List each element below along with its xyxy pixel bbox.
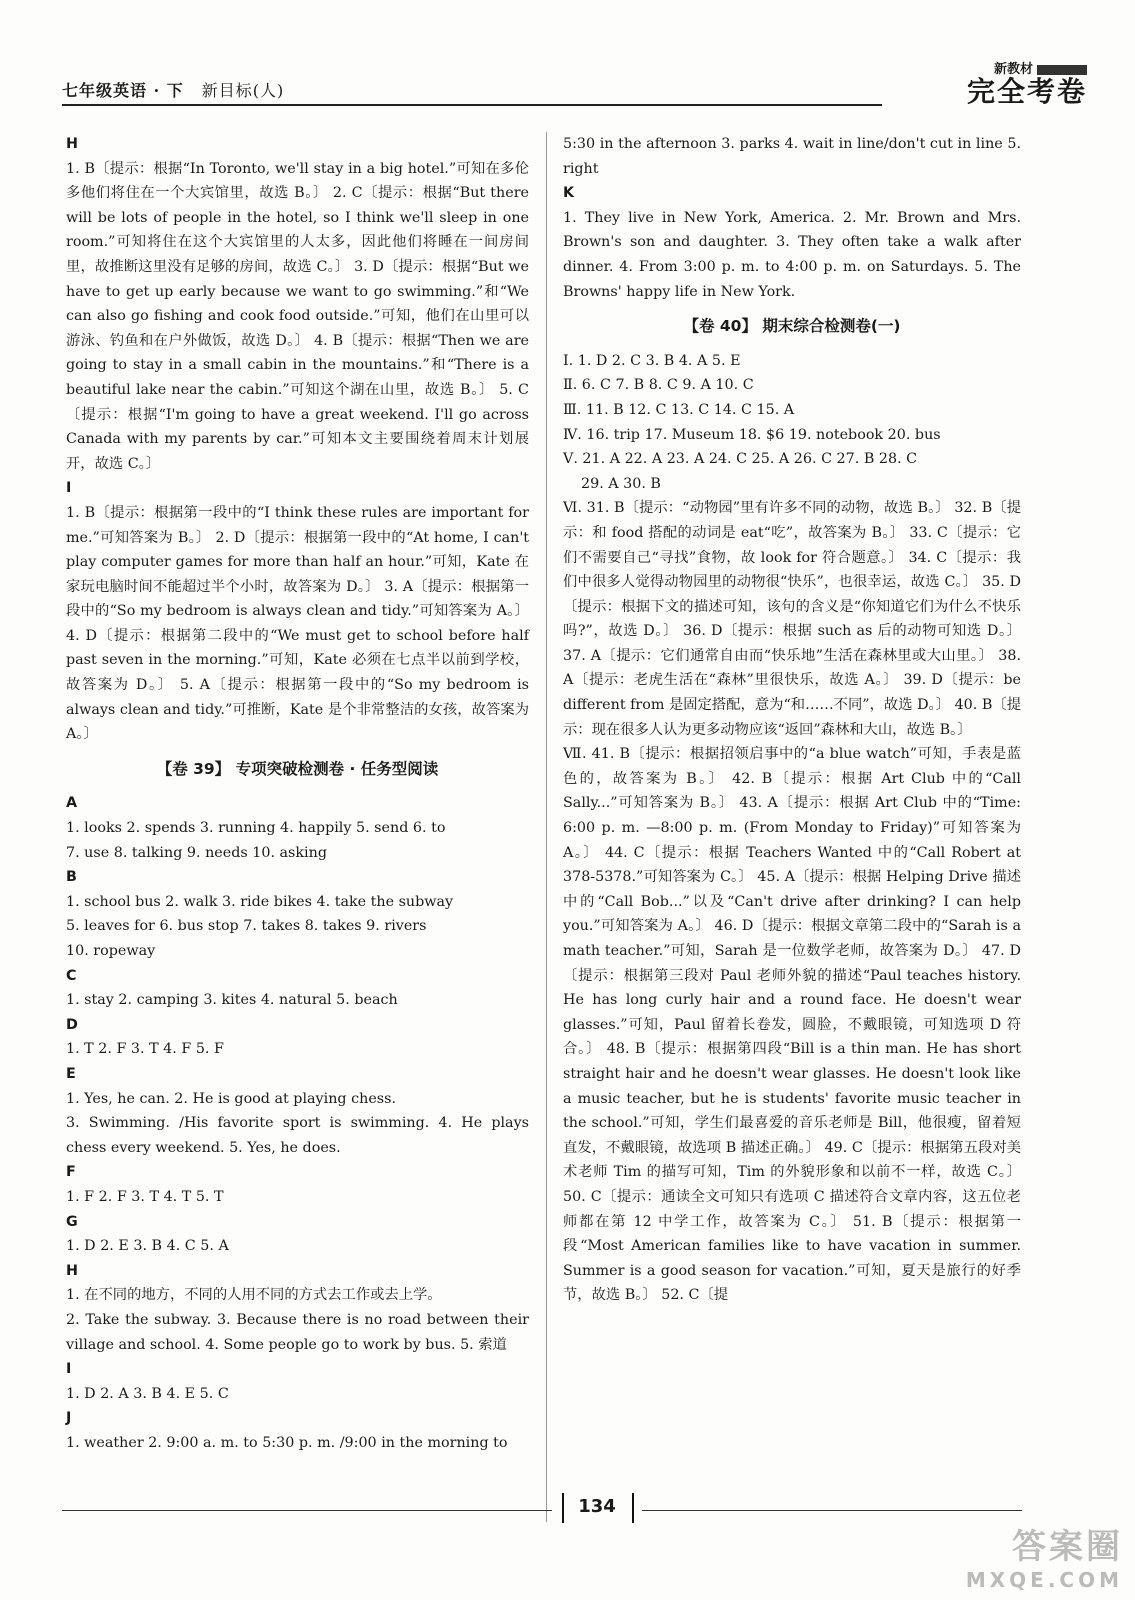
answer-paragraph: Ⅴ. 21. A 22. A 23. A 24. C 25. A 26. C 27. B 28. C: [563, 451, 918, 468]
answer-paragraph: 1. They live in New York, America. 2. Mr. Brown and Mrs. Brown's son and daughter. 3. They often take a walk after dinner. 4. From 3:00 p. m. to 4:00 p. m. on Saturdays. 5. The Browns' happy life in New York.: [563, 209, 1021, 300]
answer-paragraph: Ⅰ. 1. D 2. C 3. B 4. A 5. E: [563, 352, 741, 369]
section-heading: A: [66, 795, 78, 812]
answer-paragraph: 1. Yes, he can. 2. He is good at playing chess.: [66, 1090, 396, 1107]
answer-paragraph: 2. Take the subway. 3. Because there is no road between their village and school. 4. Some people go to work by bus. 5. 索道: [66, 1311, 529, 1353]
answer-paragraph: Ⅲ. 11. B 12. C 13. C 14. C 15. A: [563, 401, 795, 418]
answer-paragraph: 29. A 30. B: [581, 475, 661, 492]
section-heading: E: [66, 1065, 76, 1082]
answer-paragraph: 1. F 2. F 3. T 4. T 5. T: [66, 1188, 224, 1205]
answer-paragraph: 5:30 in the afternoon 3. parks 4. wait in line/don't cut in line 5. right: [563, 136, 1021, 177]
brand-logo: [967, 58, 1087, 107]
answer-paragraph: 1. B〔提示：根据第一段中的“I think these rules are important for me.”可知答案为 B。〕 2. D〔提示：根据第一段中的“At home, I can't play computer games for more than half an hour.”可知，Kate 在家玩电脑时间不能超过半个小时，故答案为 D。〕 3. A〔提示：根据第一段中的“So my bedroom is always clean and tidy.”可知答案为 A。〕 4. D〔提示：根据第二段中的“We must get to school before half past seven in the morning.”可知，Kate 必须在七点半以前到学校，故答案为 D。〕 5. A〔提示：根据第一段中的“So my bedroom is always clean and tidy.”可推断，Kate 是个非常整洁的女孩，故答案为 A。〕: [66, 504, 529, 743]
footer-rule-right: [642, 1510, 1022, 1511]
answer-paragraph: 7. use 8. talking 9. needs 10. asking: [66, 844, 327, 861]
right-column: [563, 132, 1021, 1308]
answer-paragraph: 3. Swimming. /His favorite sport is swimming. 4. He plays chess every weekend. 5. Yes, he does.: [66, 1115, 529, 1156]
footer-tick-right: [632, 1493, 634, 1523]
answer-paragraph: 1. looks 2. spends 3. running 4. happily 5. send 6. to: [66, 820, 446, 837]
watermark: [966, 1519, 1123, 1592]
footer-tick-left: [562, 1493, 564, 1523]
page-number: 134: [578, 1496, 616, 1517]
footer-rule-left: [62, 1510, 552, 1511]
brand-big-text: 完全考卷: [966, 75, 1087, 108]
column-divider: [546, 132, 547, 1522]
section-heading: B: [66, 869, 77, 886]
answer-paragraph: 5. leaves for 6. bus stop 7. takes 8. takes 9. rivers: [66, 918, 427, 935]
paper-title: 【卷 40】 期末综合检测卷(一): [683, 317, 901, 336]
answer-paragraph: Ⅳ. 16. trip 17. Museum 18. $6 19. notebook 20. bus: [563, 426, 941, 443]
answer-paragraph: 1. T 2. F 3. T 4. F 5. F: [66, 1041, 224, 1058]
brand-bar: [1037, 65, 1087, 75]
answer-paragraph: 1. B〔提示：根据“In Toronto, we'll stay in a big hotel.”可知在多伦多他们将住在一个大宾馆里，故选 B。〕 2. C〔提示：根据“But there will be lots of people in the hotel, so I think we'll sleep in one room.”可知将住在这个大宾馆里的人太多，因此他们将睡在一间房间里，故推断这里没有足够的房间，故选 C。〕 3. D〔提示：根据“But we have to get up early because we want to go swimming.”和“We can also go fishing and cook food outside.”可知，他们在山里可以游泳、钓鱼和在户外做饭，故选 D。〕 4. B〔提示：根据“Then we are going to stay in a small cabin in the mountains.”和“There is a beautiful lake near the cabin.”可知这个湖在山里，故选 B。〕 5. C〔提示：根据“I'm going to have a great weekend. I'll go across Canada with my parents by car.”可知本文主要围绕着周末计划展开，故选 C。〕: [66, 160, 529, 472]
answer-paragraph: 1. weather 2. 9:00 a. m. to 5:30 p. m. /9:00 in the morning to: [66, 1434, 508, 1451]
section-heading: F: [66, 1164, 76, 1181]
book-title-text: 七年级英语 · 下: [62, 81, 184, 100]
answer-paragraph: 10. ropeway: [66, 943, 156, 959]
section-heading: I: [66, 1361, 72, 1378]
page-header: [62, 58, 1087, 106]
answer-paragraph: Ⅱ. 6. C 7. B 8. C 9. A 10. C: [563, 377, 754, 394]
left-column: [66, 132, 529, 1455]
brand-small-text: 新教材: [993, 62, 1033, 77]
answer-paragraph: 1. stay 2. camping 3. kites 4. natural 5. beach: [66, 992, 398, 1009]
section-heading: H: [66, 136, 78, 152]
answer-paragraph: 1. 在不同的地方，不同的人用不同的方式去工作或去上学。: [66, 1287, 442, 1304]
answer-paragraph: 1. D 2. A 3. B 4. E 5. C: [66, 1385, 229, 1402]
book-edition: 新目标(人): [201, 81, 285, 100]
section-heading: D: [66, 1016, 78, 1033]
header-rule: [62, 104, 882, 106]
section-heading: C: [66, 967, 77, 984]
section-heading: J: [66, 1410, 72, 1427]
section-heading: K: [563, 185, 575, 202]
section-heading: I: [66, 480, 72, 497]
watermark-line1: 答案圈: [1012, 1527, 1123, 1567]
answer-paragraph: Ⅵ. 31. B〔提示：“动物园”里有许多不同的动物，故选 B。〕 32. B〔提示：和 food 搭配的动词是 eat“吃”，故答案为 B。〕 33. C〔提示：它们不需要自己“寻找”食物，故 look for 符合题意。〕 34. C〔提示：我们中很多人觉得动物园里的动物很“快乐”，也很幸运，故选 C。〕 35. D〔提示：根据下文的描述可知，该句的含义是“你知道它们为什么不快乐吗?”，故选 D。〕 36. D〔提示：根据 such as 后的动物可知选 D。〕 37. A〔提示：它们通常自由而“快乐地”生活在森林里或大山里。〕 38. A〔提示：老虎生活在“森林”里很快乐，故选 A。〕 39. D〔提示：be different from 是固定搭配，意为“和……不同”，故选 D。〕 40. B〔提示：现在很多人认为更多动物应该“返回”森林和大山，故选 B。〕: [563, 500, 1021, 738]
answer-paragraph: 1. D 2. E 3. B 4. C 5. A: [66, 1238, 229, 1255]
page-footer: [62, 1488, 1087, 1528]
answer-paragraph: 1. school bus 2. walk 3. ride bikes 4. take the subway: [66, 893, 454, 910]
section-heading: H: [66, 1262, 78, 1279]
paper-title: 【卷 39】 专项突破检测卷 · 任务型阅读: [156, 759, 439, 778]
watermark-line2: MXQE.COM: [965, 1568, 1123, 1592]
section-heading: G: [66, 1213, 78, 1230]
answer-paragraph: Ⅶ. 41. B〔提示：根据招领启事中的“a blue watch”可知，手表是蓝色的，故答案为 B。〕 42. B〔提示：根据 Art Club 中的“Call Sally...”可知答案为 B。〕 43. A〔提示：根据 Art Club 中的“Time: 6:00 p. m. —8:00 p. m. (From Monday to Friday)”可知答案为 A。〕 44. C〔提示：根据 Teachers Wanted 中的“Call Robert at 378-5378.”可知答案为 C。〕 45. A〔提示：根据 Helping Drive 描述中的“Call Bob...”以及“Can't drive after drinking? I can help you.”可知答案为 A。〕 46. D〔提示：根据文章第二段中的“Sarah is a math teacher.”可知，Sarah 是一位数学老师，故答案为 D。〕 47. D〔提示：根据第三段对 Paul 老师外貌的描述“Paul teaches history. He has long curly hair and a round face. He doesn't wear glasses.”可知，Paul 留着长卷发，圆脸，不戴眼镜，可知选项 D 符合。〕 48. B〔提示：根据第四段“Bill is a thin man. He has short straight hair and he doesn't wear glasses. He doesn't look like a music teacher, but he is students' favorite music teacher in the school.”可知，学生们最喜爱的音乐老师是 Bill，他很瘦，留着短直发，不戴眼镜，故选项 B 描述正确。〕 49. C〔提示：根据第五段对美术老师 Tim 的描写可知，Tim 的外貌形象和以前不一样，故选 C。〕 50. C〔提示：通读全文可知只有选项 C 描述符合文章内容，这五位老师都在第 12 中学工作，故答案为 C。〕 51. B〔提示：根据第一段“Most American families like to have vacation in summer. Summer is a good season for vacation.”可知，夏天是旅行的好季节，故选 B。〕 52. C〔提: [563, 746, 1021, 1304]
book-title: [62, 78, 284, 101]
